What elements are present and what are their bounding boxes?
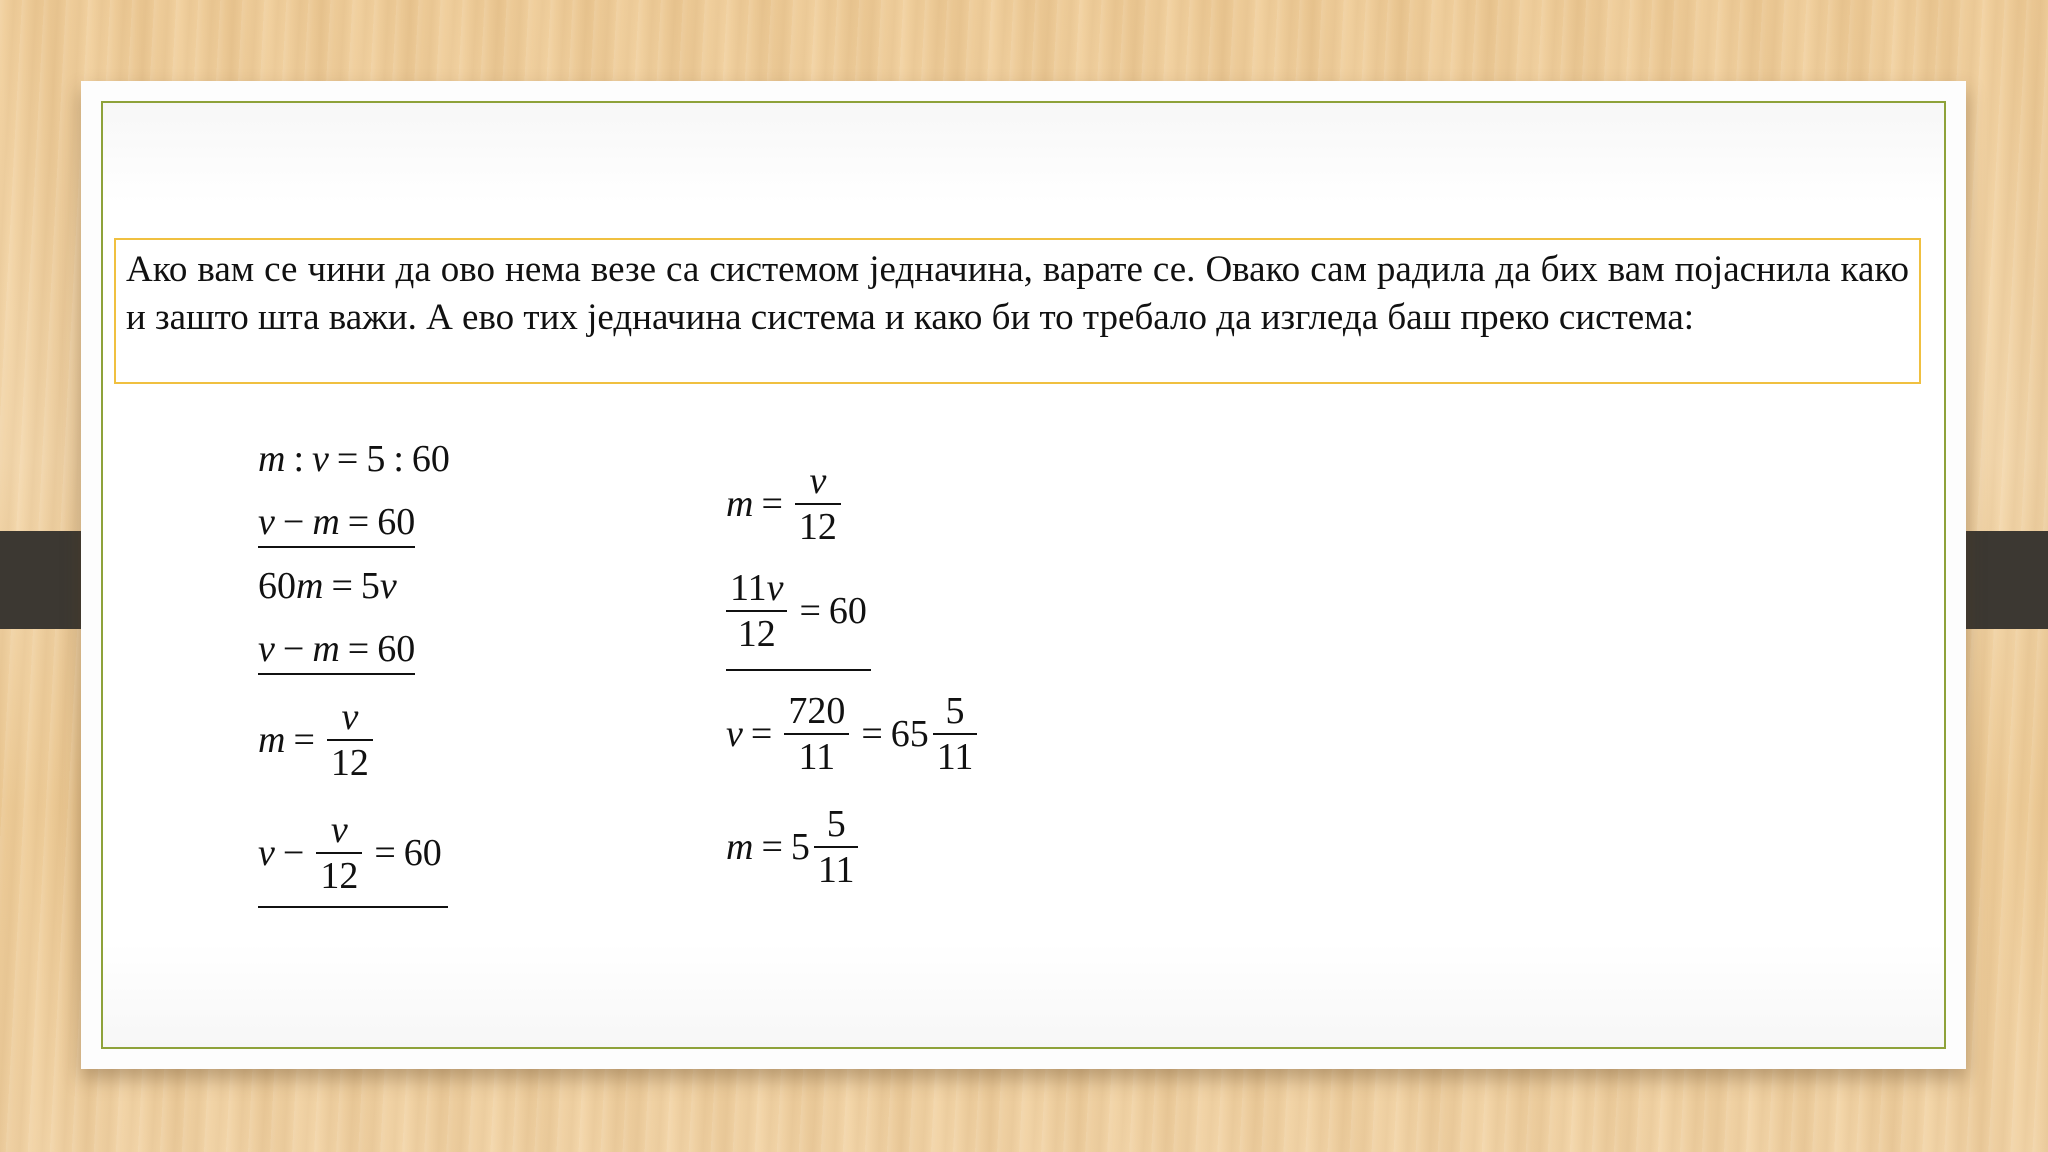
left-eq-5 — [258, 695, 377, 785]
explanation-paragraph: Ако вам се чини да ово нема везе са системом једначина, варате се. Овако сам радила да бих вам појаснила како и зашто шта важи. А ево тих једначина система и како би то требало да изгледа баш преко система: — [126, 249, 1909, 338]
underline-rule — [258, 906, 448, 908]
numerator: 5 — [826, 803, 846, 845]
op: = — [374, 832, 396, 874]
var: v — [379, 565, 397, 607]
num: 65 — [890, 713, 929, 755]
denominator: 12 — [330, 742, 369, 784]
num: 60 — [411, 438, 450, 480]
num-coef: 11 — [730, 567, 767, 609]
numerator: 5 — [945, 690, 965, 732]
denominator: 12 — [737, 613, 776, 655]
denominator: 11 — [936, 736, 974, 778]
op: = — [347, 501, 370, 543]
var: v — [258, 832, 275, 874]
left-eq-2 — [258, 500, 415, 548]
var: v — [726, 713, 743, 755]
op: : — [293, 438, 305, 480]
fraction — [814, 802, 859, 892]
numerator: v — [330, 809, 348, 851]
op: = — [799, 590, 821, 632]
op: = — [347, 628, 370, 670]
op: = — [336, 438, 359, 480]
left-eq-3 — [258, 564, 397, 608]
num: 60 — [377, 628, 416, 670]
left-eq-6 — [258, 808, 442, 898]
op: − — [282, 832, 305, 874]
fraction — [933, 689, 978, 779]
text-box — [114, 238, 1921, 384]
num: 60 — [377, 501, 416, 543]
left-eq-1 — [258, 437, 450, 481]
num: 5 — [790, 826, 810, 868]
var: v — [258, 501, 275, 543]
op: = — [331, 565, 353, 607]
left-eq-4 — [258, 627, 415, 675]
right-eq-2 — [722, 566, 867, 656]
op: − — [282, 628, 305, 670]
var: m — [258, 719, 286, 761]
op: = — [293, 719, 315, 761]
underline-rule — [726, 669, 871, 671]
num: 5 — [366, 438, 386, 480]
op: : — [393, 438, 404, 480]
numerator — [726, 566, 787, 610]
var: v — [312, 438, 329, 480]
var: m — [726, 826, 754, 868]
fraction — [327, 695, 373, 785]
op: = — [750, 713, 773, 755]
numerator: v — [809, 460, 827, 502]
right-eq-3 — [726, 689, 981, 779]
var: m — [296, 565, 324, 607]
var: v — [258, 628, 275, 670]
fraction — [316, 808, 362, 898]
op: = — [761, 483, 783, 525]
denominator: 12 — [798, 506, 837, 548]
var: m — [258, 438, 286, 480]
op: = — [761, 826, 783, 868]
num: 60 — [258, 565, 296, 607]
fraction — [784, 689, 849, 779]
denominator: 11 — [817, 849, 855, 891]
numerator: 720 — [788, 690, 846, 732]
denominator: 11 — [798, 736, 836, 778]
fraction — [726, 566, 787, 656]
right-eq-4 — [726, 802, 862, 892]
op: = — [861, 713, 883, 755]
num: 60 — [403, 832, 442, 874]
denominator: 12 — [320, 855, 359, 897]
var: m — [312, 628, 340, 670]
numerator: v — [341, 696, 359, 738]
num-var: v — [766, 567, 784, 609]
op: − — [282, 501, 305, 543]
var: m — [726, 483, 754, 525]
num: 60 — [828, 590, 867, 632]
var: m — [312, 501, 340, 543]
num: 5 — [360, 565, 380, 607]
right-eq-1 — [726, 459, 845, 549]
fraction — [795, 459, 841, 549]
